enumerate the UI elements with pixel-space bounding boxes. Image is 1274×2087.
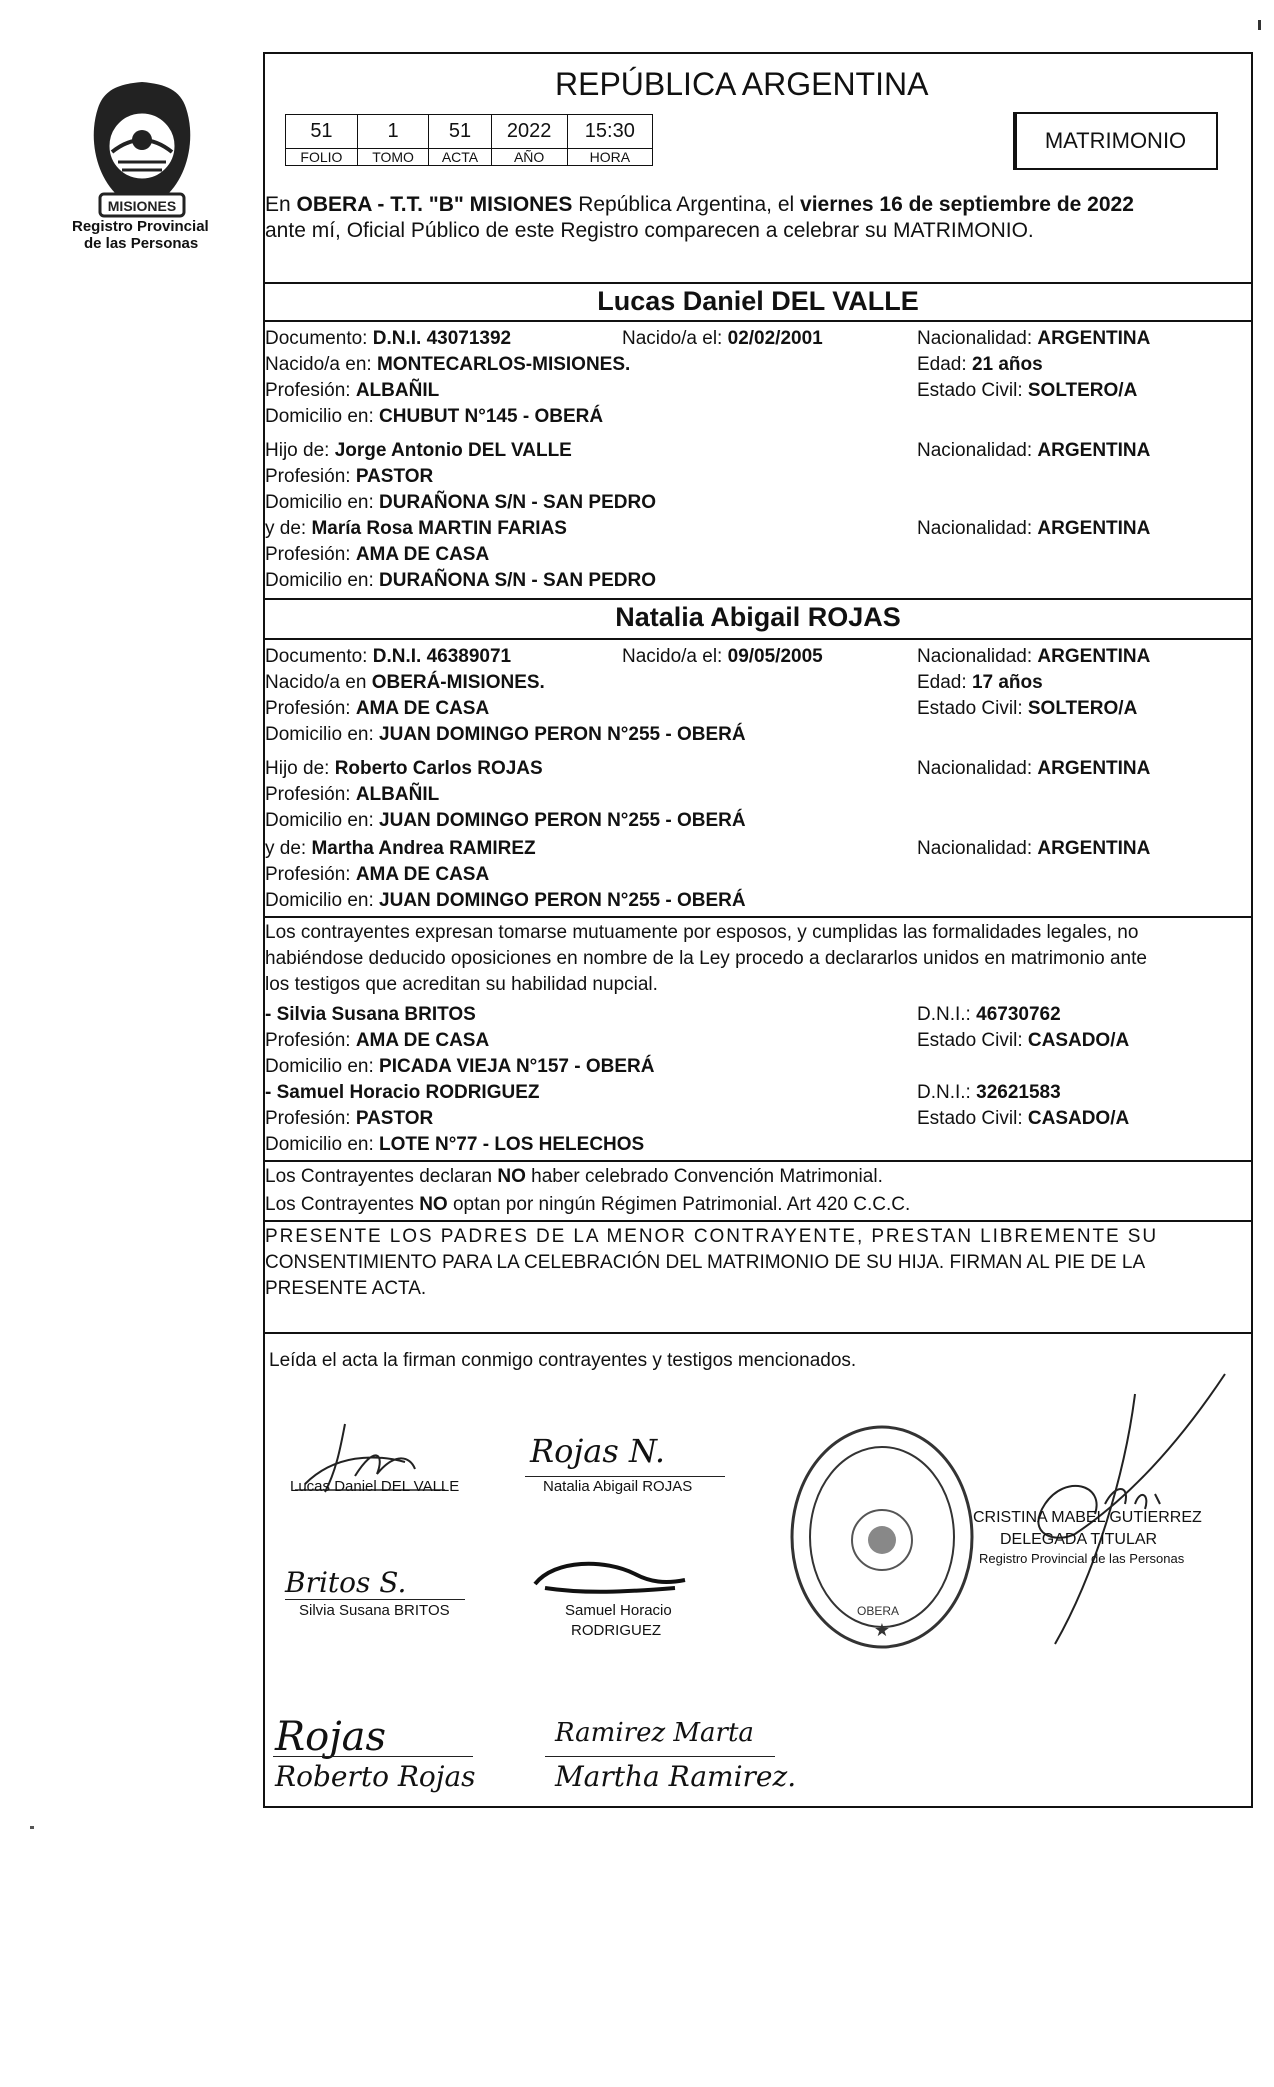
official-org: Registro Provincial de las Personas — [979, 1551, 1185, 1566]
act-type: MATRIMONIO — [1044, 128, 1187, 153]
witness2-dni: D.N.I.: 32621583 — [917, 1082, 1061, 1103]
logo-text: MISIONES — [107, 198, 177, 214]
spouse1-father: Hijo de: Jorge Antonio DEL VALLE — [265, 440, 572, 461]
spouse1-nationality: Nacionalidad: ARGENTINA — [917, 328, 1151, 349]
patrimonial-line-1: Los Contrayentes declaran NO haber celebrado Convención Matrimonial. — [265, 1166, 883, 1187]
spouse1-father-nationality: Nacionalidad: ARGENTINA — [917, 440, 1151, 461]
spouse1-mother-address: Domicilio en: DURAÑONA S/N - SAN PEDRO — [265, 570, 656, 591]
province-shield-icon — [78, 78, 206, 218]
spouse2-document: Documento: D.N.I. 46389071 — [265, 646, 512, 667]
spouse2-sign-line — [525, 1476, 725, 1477]
spouse2-father-address: Domicilio en: JUAN DOMINGO PERON N°255 - OBERÁ — [265, 810, 746, 831]
mother-signature-scrawl: Ramirez Marta — [555, 1718, 754, 1748]
spouse2-mother: y de: Martha Andrea RAMIREZ — [265, 838, 536, 859]
official-name: CRISTINA MABEL GUTIERREZ — [973, 1509, 1202, 1526]
spouse1-birthdate: Nacido/a el: 02/02/2001 — [622, 328, 823, 349]
intro-line-2: ante mí, Oficial Público de este Registro comparecen a celebrar su MATRIMONIO. — [265, 219, 1034, 242]
witness1-sign-line — [285, 1599, 465, 1600]
svg-text:★: ★ — [873, 1620, 891, 1640]
spouse1-mother-nationality: Nacionalidad: ARGENTINA — [917, 518, 1151, 539]
official-role: DELEGADA TITULAR — [1000, 1531, 1158, 1548]
consent-line-2: CONSENTIMIENTO PARA LA CELEBRACIÓN DEL MATRIMONIO DE SU HIJA. FIRMAN AL PIE DE LA — [265, 1252, 1146, 1273]
divider — [265, 598, 1251, 600]
consent-line-3: PRESENTE ACTA. — [265, 1278, 427, 1299]
spouse2-profession: Profesión: AMA DE CASA — [265, 698, 490, 719]
folio-label: FOLIO — [286, 149, 358, 166]
declaration-line-3: los testigos que acreditan su habilidad nupcial. — [265, 974, 658, 995]
declaration-line-2: habiéndose deducido oposiciones en nombre de la Ley procedo a declararlos unidos en matrimonio ante — [265, 948, 1147, 969]
father-sign-line — [273, 1756, 473, 1757]
spouse2-father-nationality: Nacionalidad: ARGENTINA — [917, 758, 1151, 779]
tomo-label: TOMO — [357, 149, 428, 166]
father-signature-scrawl: Rojas — [275, 1714, 386, 1760]
page-dot — [30, 1826, 34, 1829]
intro-line-1: En OBERA - T.T. "B" MISIONES República Argentina, el viernes 16 de septiembre de 2022 — [265, 193, 1134, 216]
act-type-box — [1013, 112, 1218, 170]
divider — [265, 1332, 1251, 1334]
witness1-handwritten: Britos S. — [285, 1566, 407, 1599]
spouse2-nationality: Nacionalidad: ARGENTINA — [917, 646, 1151, 667]
act-type-box-edge — [1013, 112, 1027, 170]
registry-table — [285, 114, 653, 166]
signature-intro: Leída el acta la firman conmigo contrayentes y testigos mencionados. — [269, 1350, 857, 1371]
spouse2-civil-status: Estado Civil: SOLTERO/A — [917, 698, 1138, 719]
witness2-caption-2: RODRIGUEZ — [571, 1622, 661, 1639]
spouse1-father-profession: Profesión: PASTOR — [265, 466, 434, 487]
spouse2-age: Edad: 17 años — [917, 672, 1043, 693]
patrimonial-line-2: Los Contrayentes NO optan por ningún Régimen Patrimonial. Art 420 C.C.C. — [265, 1194, 911, 1215]
registry-name-1: Registro Provincial — [72, 218, 209, 235]
spouse1-document: Documento: D.N.I. 43071392 — [265, 328, 512, 349]
spouse1-birthplace: Nacido/a en: MONTECARLOS-MISIONES. — [265, 354, 631, 375]
mother-handwritten: Martha Ramirez. — [555, 1760, 797, 1793]
spouse2-mother-address: Domicilio en: JUAN DOMINGO PERON N°255 - OBERÁ — [265, 890, 746, 911]
acta-label: ACTA — [429, 149, 491, 166]
father-handwritten: Roberto Rojas — [275, 1760, 476, 1793]
witness1-address: Domicilio en: PICADA VIEJA N°157 - OBERÁ — [265, 1056, 655, 1077]
witness2-address: Domicilio en: LOTE N°77 - LOS HELECHOS — [265, 1134, 645, 1155]
spouse1-caption: Lucas Daniel DEL VALLE — [290, 1478, 460, 1495]
marriage-certificate — [263, 52, 1253, 1808]
witness1-name: - Silvia Susana BRITOS — [265, 1004, 476, 1025]
consent-line-1: PRESENTE LOS PADRES DE LA MENOR CONTRAYENTE, PRESTAN LIBREMENTE SU — [265, 1226, 1158, 1247]
spouse2-father: Hijo de: Roberto Carlos ROJAS — [265, 758, 543, 779]
year-value: 2022 — [491, 115, 567, 149]
spouse2-mother-nationality: Nacionalidad: ARGENTINA — [917, 838, 1151, 859]
spouse2-caption: Natalia Abigail ROJAS — [543, 1478, 693, 1495]
spouse2-handwritten: Rojas N. — [530, 1432, 666, 1470]
divider — [265, 320, 1251, 322]
official-signature — [955, 1354, 1235, 1654]
witness1-civil-status: Estado Civil: CASADO/A — [917, 1030, 1130, 1051]
divider — [265, 1160, 1251, 1162]
witness2-profession: Profesión: PASTOR — [265, 1108, 434, 1129]
seal-bottom-text: OBERA — [857, 1604, 900, 1618]
spouse2-mother-profession: Profesión: AMA DE CASA — [265, 864, 490, 885]
spouse1-profession: Profesión: ALBAÑIL — [265, 380, 440, 401]
witness1-caption: Silvia Susana BRITOS — [299, 1602, 450, 1619]
spouse1-address: Domicilio en: CHUBUT N°145 - OBERÁ — [265, 406, 604, 427]
spouse2-birthplace: Nacido/a en OBERÁ-MISIONES. — [265, 672, 545, 693]
spouse1-name: Lucas Daniel DEL VALLE — [597, 286, 919, 316]
acta-value: 51 — [429, 115, 491, 149]
page-mark — [1258, 20, 1261, 30]
witness1-dni: D.N.I.: 46730762 — [917, 1004, 1061, 1025]
mother-sign-line — [545, 1756, 775, 1757]
spouse2-name: Natalia Abigail ROJAS — [615, 602, 901, 632]
divider — [265, 1220, 1251, 1222]
spouse1-mother-profession: Profesión: AMA DE CASA — [265, 544, 490, 565]
spouse2-address: Domicilio en: JUAN DOMINGO PERON N°255 - OBERÁ — [265, 724, 746, 745]
witness2-caption-1: Samuel Horacio — [565, 1602, 672, 1619]
witness1-profession: Profesión: AMA DE CASA — [265, 1030, 490, 1051]
witness2-signature — [525, 1554, 695, 1604]
spouse1-civil-status: Estado Civil: SOLTERO/A — [917, 380, 1138, 401]
divider — [265, 282, 1251, 284]
registry-logo — [78, 78, 206, 218]
spouse1-mother: y de: María Rosa MARTIN FARIAS — [265, 518, 567, 539]
year-label: AÑO — [491, 149, 567, 166]
witness2-civil-status: Estado Civil: CASADO/A — [917, 1108, 1130, 1129]
divider — [265, 916, 1251, 918]
hour-value: 15:30 — [567, 115, 652, 149]
folio-value: 51 — [286, 115, 358, 149]
seal-text: DELEGACION DEL REGISTRO PROVINCIAL DE LAS PERSONAS — [765, 1394, 1037, 1404]
declaration-line-1: Los contrayentes expresan tomarse mutuamente por esposos, y cumplidas las formalidades legales, no — [265, 922, 1139, 943]
spouse1-age: Edad: 21 años — [917, 354, 1043, 375]
spouse1-father-address: Domicilio en: DURAÑONA S/N - SAN PEDRO — [265, 492, 656, 513]
spouse2-father-profession: Profesión: ALBAÑIL — [265, 784, 440, 805]
witness2-name: - Samuel Horacio RODRIGUEZ — [265, 1082, 540, 1103]
spouse2-birthdate: Nacido/a el: 09/05/2005 — [622, 646, 823, 667]
country-title: REPÚBLICA ARGENTINA — [555, 66, 929, 102]
registry-name-2: de las Personas — [84, 235, 199, 252]
hour-label: HORA — [567, 149, 652, 166]
tomo-value: 1 — [357, 115, 428, 149]
divider — [265, 638, 1251, 640]
